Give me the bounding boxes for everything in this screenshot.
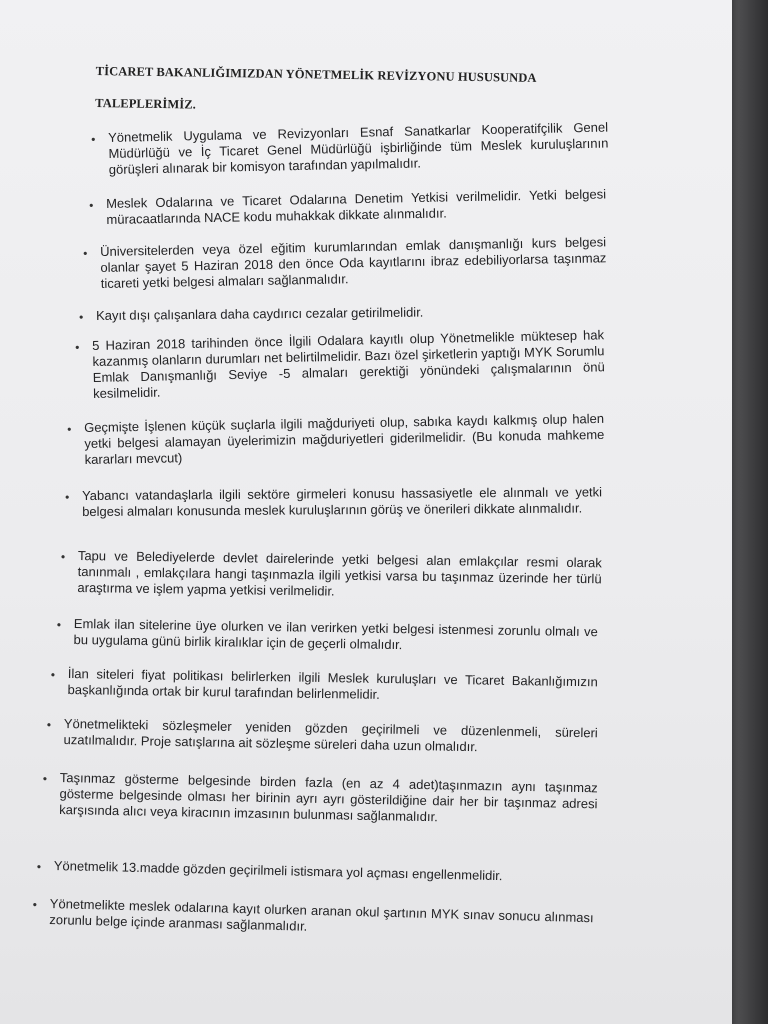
- list-item: [36, 858, 594, 886]
- bullet-icon: •: [91, 132, 96, 147]
- list-item: [91, 119, 609, 178]
- list-item: [42, 770, 598, 828]
- bullet-icon: •: [67, 422, 72, 437]
- list-item-text: Geçmişte İşlenen küçük suçlarla ilgili mağduriyeti olup, sabıka kaydı kalkmış olup halen yetki belgesi alamayan üyelerimizin mağduriyetleri giderilmelidir. (Bu konuda mahkeme kararları mevcut): [84, 410, 605, 467]
- list-item-text: Yabancı vatandaşlarla ilgili sektöre girmeleri konusu hassasiyetle ele alınmalı ve yetki belgesi almaları konusunda meslek kuruluşlarının görüş ve önerileri dikkate alınmalıdır.: [82, 484, 603, 519]
- list-item: [46, 716, 598, 757]
- list-item-text: İlan siteleri fiyat politikası belirlerken ilgili Meslek kuruluşları ve Ticaret Bakanlığımızın başkanlığında ortak bir kurul tarafından belirlenmelidir.: [67, 666, 598, 702]
- bullet-icon: •: [83, 246, 88, 261]
- list-item: [60, 548, 602, 603]
- bullet-icon: •: [46, 717, 52, 732]
- list-item-text: Yönetmelikteki sözleşmeler yeniden gözden geçirilmeli ve düzenlenmeli, süreleri uzatılmalıdır. Proje satışlarına ait sözleşme süreleri daha uzun olmalıdır.: [63, 716, 598, 755]
- document-title-line1: TİCARET BAKANLIĞIMIZDAN YÖNETMELİK REVİZYONU HUSUSUNDA: [95, 63, 537, 85]
- list-item: [89, 186, 607, 228]
- list-item-text: Üniversitelerden veya özel eğitim kurumlarından emlak danışmanlığı kurs belgesi olanlar şayet 5 Haziran 2018 den önce Oda kayıtlarını ibraz edebiliyorlarsa taşınmaz ticareti yetki belgesi almaları sağlanmalıdır.: [100, 234, 607, 291]
- list-item-text: Emlak ilan sitelerine üye olurken ve ilan verirken yetki belgesi istenmesi zorunlu olmalı ve bu uygulama günü birlik kiralıklar için de geçerli olmalıdır.: [73, 616, 598, 653]
- bullet-icon: •: [89, 198, 94, 213]
- list-item: [79, 303, 602, 325]
- list-item: [56, 616, 598, 656]
- bullet-icon: •: [56, 617, 62, 632]
- list-item-text: 5 Haziran 2018 tarihinden önce İlgili Odalara kayıtlı olup Yönetmelikle müktesep hak kazanmış olanların durumları net belirtilmelidir. Bazı özel şirketlerin yaptığı MYK Sorumlu Emlak Danışmanlığı Seviye -5 almaları gerektiği yönündeki çalışmalarının önü kesilmelidir.: [92, 327, 605, 401]
- bullet-icon: •: [42, 771, 48, 786]
- bullet-icon: •: [32, 897, 38, 912]
- bullet-icon: •: [65, 490, 70, 505]
- bullet-icon: •: [50, 667, 56, 682]
- list-item: [50, 666, 598, 706]
- list-item: [65, 484, 603, 520]
- bullet-icon: •: [75, 340, 80, 355]
- list-item-text: Yönetmelikte meslek odalarına kayıt olurken aranan okul şartının MYK sınav sonucu alınması zorunlu belge içinde aranması sağlanmalıdır.: [49, 896, 594, 934]
- list-item-text: Yönetmelik Uygulama ve Revizyonları Esnaf Sanatkarlar Kooperatifçilik Genel Müdürlüğü ve İç Ticaret Genel Müdürlüğü işbirliğinde tüm Meslek kuruluşlarının görüşleri alınarak bir komisyon tarafından yapılmalıdır.: [108, 119, 609, 177]
- list-item: [67, 410, 605, 468]
- list-item: [75, 327, 605, 402]
- list-item: [32, 896, 594, 942]
- list-item: [83, 234, 607, 292]
- list-item-text: Taşınmaz gösterme belgesinde birden fazla (en az 4 adet)taşınmazın aynı taşınmaz gösterme belgesinde olması her birinin ayrı ayrı gösterildiğine dair her bir taşınmaz adresi karşısında alıcı veya kiracının imzasının bulunması sağlanmalıdır.: [59, 770, 598, 825]
- bullet-icon: •: [79, 310, 84, 325]
- bullet-icon: •: [60, 549, 66, 564]
- list-item-text: Kayıt dışı çalışanlara daha caydırıcı cezalar getirilmelidir.: [96, 304, 424, 323]
- document-title-line2: TALEPLERİMİZ.: [95, 95, 197, 112]
- list-item-text: Yönetmelik 13.madde gözden geçirilmeli istismara yol açması engellenmelidir.: [53, 858, 503, 884]
- list-item-text: Meslek Odalarına ve Ticaret Odalarına Denetim Yetkisi verilmelidir. Yetki belgesi müracaatlarında NACE kodu muhakkak dikkate alınmalıdır.: [106, 186, 607, 227]
- bullet-icon: •: [36, 859, 42, 874]
- list-item-text: Tapu ve Belediyelerde devlet dairelerinde yetki belgesi alan emlakçılar resmi olarak tanınmalı , emlakçılara hangi taşınmazla ilgili yetkisi varsa bu taşınmaz üzerinde her türlü araştırma ve işlem yapma yetkisi verilmelidir.: [77, 548, 602, 599]
